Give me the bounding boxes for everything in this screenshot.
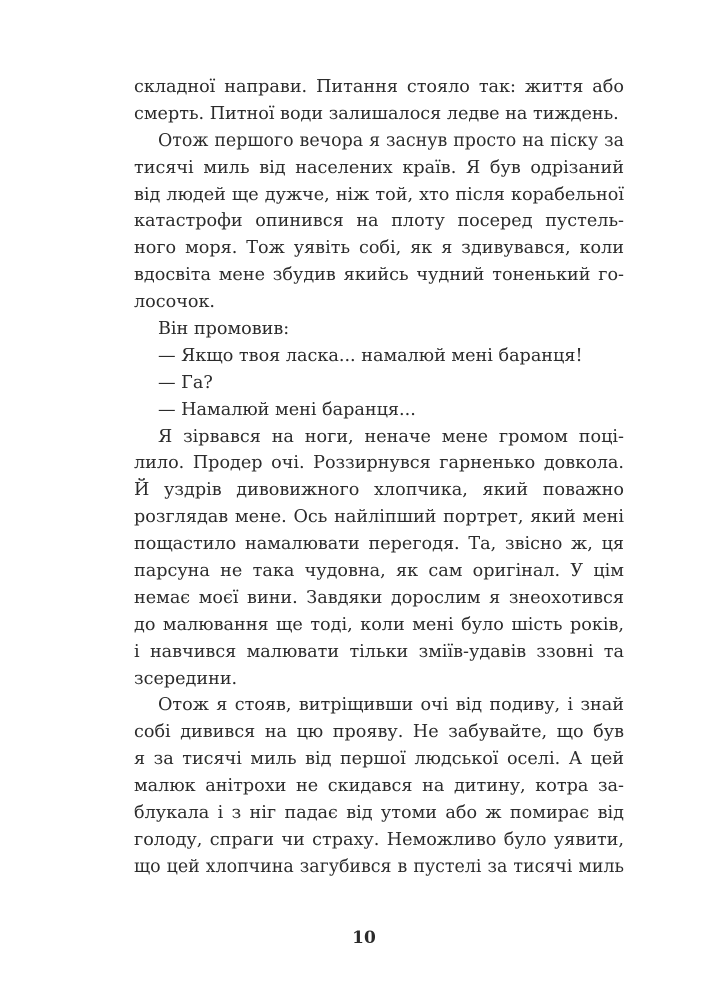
text-line: зсередини. [134, 668, 238, 689]
text-line: Він промовив: [158, 319, 290, 340]
text-line: собі дивився на цю прояву. Не забувайте, що був [134, 722, 624, 743]
text-line: що цей хлопчина загубився в пустелі за тисячі миль [134, 856, 624, 877]
body-text [134, 74, 624, 881]
text-line: складної направи. Питання стояло так: життя або [134, 77, 624, 97]
text-line: блукала і з ніг падає від утоми або ж помирає від [134, 803, 624, 824]
text-line: лосочок. [134, 292, 216, 313]
text-line: до малювання ще тоді, коли мені було шість років, [134, 614, 624, 635]
text-line: немає моєї вини. Завдяки дорослим я знеохотився [134, 587, 624, 608]
text-line: Я зірвався на ноги, неначе мене громом поці- [158, 426, 624, 447]
text-line: Й уздрів дивовижного хлопчика, який поважно [134, 480, 624, 501]
text-line: — Якщо твоя ласка... намалюй мені баранця! [158, 345, 583, 366]
text-line: малюк анітрохи не скидався на дитину, котра за- [134, 776, 624, 797]
text-line: голоду, спраги чи страху. Неможливо було уявити, [134, 829, 624, 850]
text-line: катастрофи опинився на плоту посеред пустель- [134, 211, 624, 232]
text-line: від людей ще дужче, ніж той, хто після корабельної [134, 184, 624, 205]
text-line: ного моря. Тож уявіть собі, як я здивувався, коли [134, 238, 624, 259]
text-line: — Намалюй мені баранця... [158, 399, 416, 420]
page-number: 10 [352, 928, 376, 948]
text-line: лило. Продер очі. Роззирнувся гарненько довкола. [134, 453, 624, 474]
text-line: Отож я стояв, витріщивши очі від подиву, і знай [158, 695, 624, 716]
text-line: і навчився малювати тільки змiїв-удавів ззовні та [134, 641, 624, 662]
text-line: Отож першого вечора я заснув просто на піску за [158, 130, 624, 151]
text-line: — Га? [158, 372, 213, 393]
text-line: вдосвіта мене збудив якийсь чудний тоненький го- [134, 265, 624, 286]
text-line: розглядав мене. Ось найліпший портрет, який мені [134, 507, 624, 528]
text-line: я за тисячі миль від першої людської оселі. А цей [134, 749, 624, 770]
text-line: пощастило намалювати перегодя. Та, звісно ж, ця [134, 534, 624, 555]
text-line: смерть. Питної води залишалося ледве на тиждень. [134, 103, 619, 124]
text-line: тисячі миль від населених країв. Я був одрізаний [134, 157, 624, 178]
text-line: парсуна не така чудовна, як сам оригінал. У цім [134, 561, 624, 582]
